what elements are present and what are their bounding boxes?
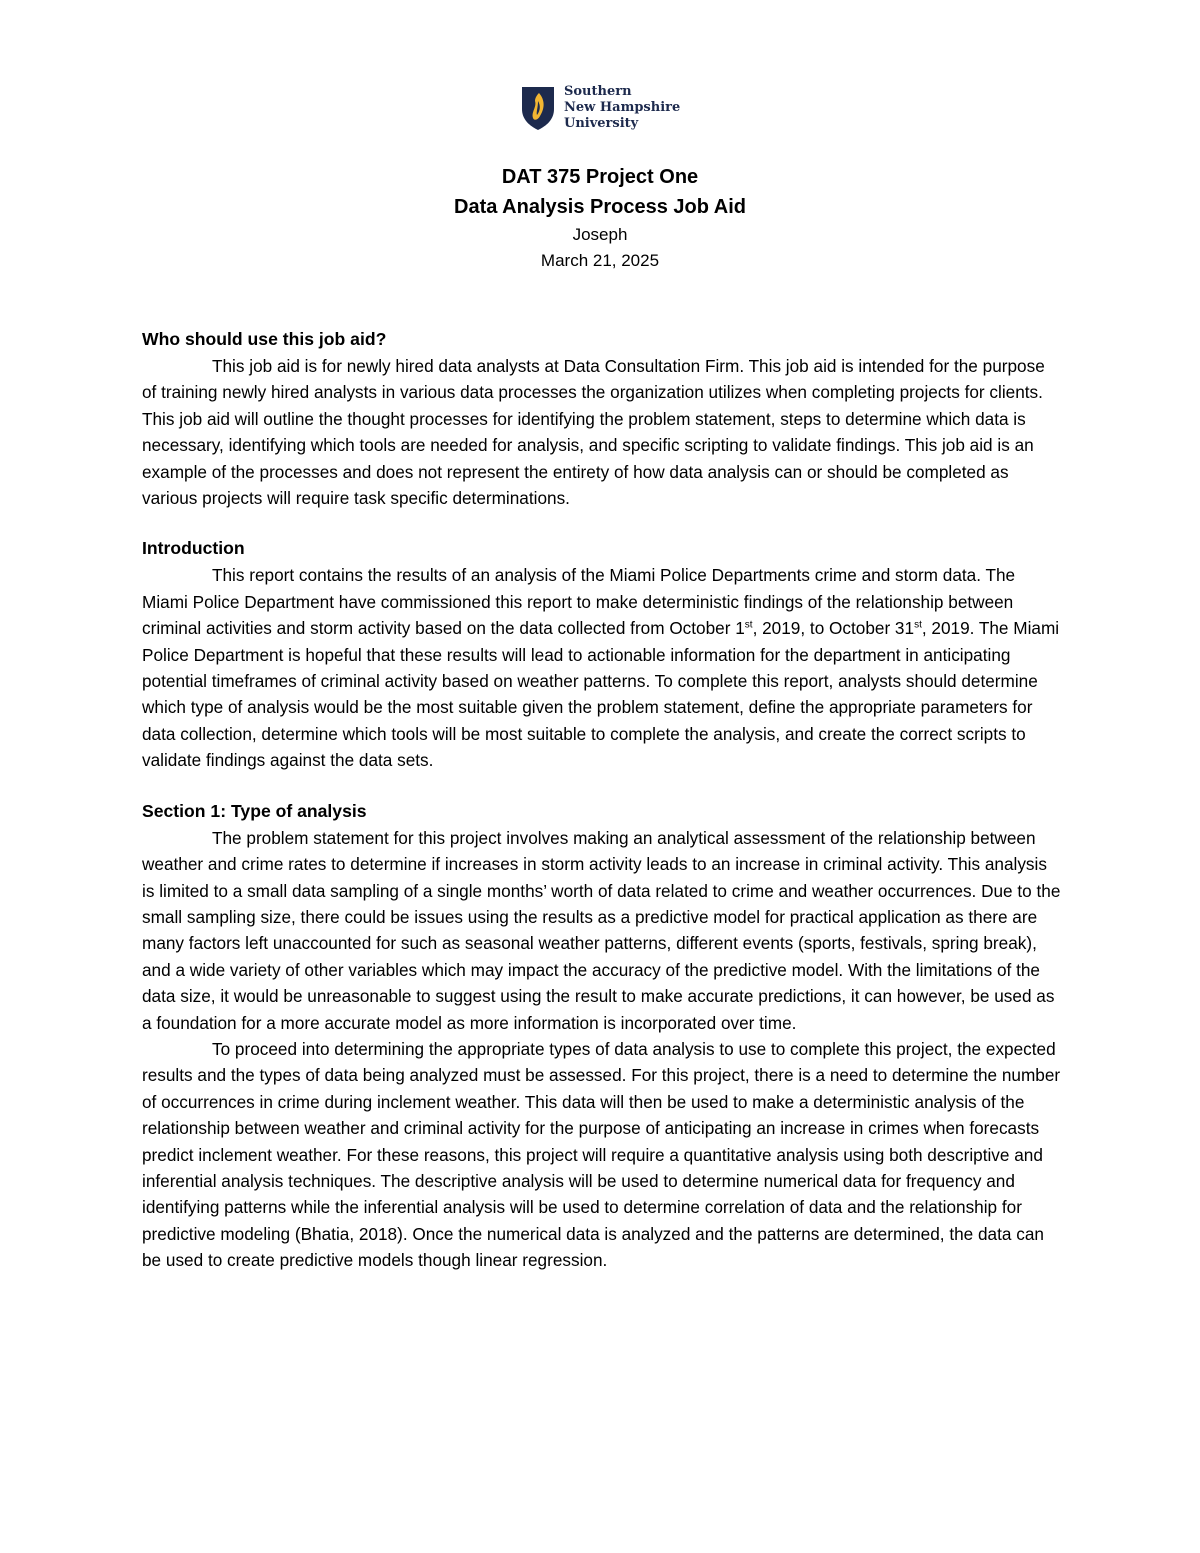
course-title: DAT 375 Project One: [501, 166, 699, 188]
intro-text-c: , 2019. The Miami Police Department is hopeful that these results will lead to actionable information for the department in anticipating potential timeframes of criminal activity based on weather patterns. To complete this report, analysts should determine which type of analysis would be the most suitable given the problem statement, define the appropriate parameters for data collection, determine which tools will be most suitable to complete the analysis, and create the correct scripts to validate findings against the data sets.: [142, 618, 1060, 771]
paragraph-introduction: [142, 562, 1062, 773]
heading-introduction: Introduction: [142, 538, 245, 559]
intro-sup-1: st: [744, 619, 753, 631]
paragraph-section-1-a: The problem statement for this project involves making an analytical assessment of the relationship between weather and crime rates to determine if increases in storm activity leads to an increase in criminal activity. This analysis is limited to a small data sampling of a single months’ worth of data related to crime and weather occurrences. Due to the small sampling size, there could be issues using the results as a predictive model for practical application as there are many factors left unaccounted for such as seasonal weather patterns, different events (sports, festivals, spring break), and a wide variety of other variables which may impact the accuracy of the predictive model. With the limitations of the data size, it would be unreasonable to suggest using the result to make accurate predictions, it can however, be used as a foundation for a more accurate model as more information is incorporated over time.: [142, 827, 1061, 1033]
intro-text-a: This report contains the results of an analysis of the Miami Police Departments crime and storm data. The Miami Police Department have commissioned this report to make deterministic findings of the relationship between criminal activities and storm activity based on the data collected from October 1: [142, 565, 1016, 639]
section-1: [142, 798, 1062, 1274]
title-block: [0, 162, 1200, 274]
logo-line-3: University: [564, 116, 639, 131]
university-logo: [520, 84, 680, 132]
intro-text-b: , 2019, to October 31: [752, 618, 915, 639]
paragraph-section-1-b: To proceed into determining the appropriate types of data analysis to use to complete this project, the expected results and the types of data being analyzed must be assessed. For this project, there is a need to determine the number of occurrences in crime during inclement weather. This data will then be used to make a deterministic analysis of the relationship between weather and criminal activity for the purpose of anticipating an increase in crimes when forecasts predict inclement weather. For these reasons, this project will require a quantitative analysis using both descriptive and inferential analysis techniques. The descriptive analysis will be used to determine numerical data for frequency and identifying patterns while the inferential analysis will be used to determine correlation of data and the relationship for predictive modeling (Bhatia, 2018). Once the numerical data is analyzed and the patterns are determined, the data can be used to create predictive models though linear regression.: [142, 1038, 1061, 1271]
document-date: March 21, 2025: [540, 251, 660, 270]
logo-wordmark: [564, 84, 680, 132]
shield-flame-icon: [520, 85, 556, 131]
author-name: Joseph: [572, 225, 628, 244]
document-title: Data Analysis Process Job Aid: [454, 196, 746, 218]
heading-who: Who should use this job aid?: [142, 329, 387, 349]
heading-section-1: Section 1: Type of analysis: [142, 800, 367, 821]
paragraph-who: This job aid is for newly hired data analysts at Data Consultation Firm. This job aid is intended for the purpose of training newly hired analysts in various data processes the organization utilizes when completing projects for clients. This job aid will outline the thought processes for identifying the problem statement, steps to determine which data is necessary, identifying which tools are needed for analysis, and specific scripting to validate findings. This job aid is an example of the processes and does not represent the entirety of how data analysis can or should be completed as various projects will require task specific determinations.: [142, 356, 1045, 509]
document-body: [142, 326, 1062, 1298]
section-introduction: [142, 535, 1062, 773]
logo-line-2: New Hampshire: [564, 100, 681, 115]
intro-sup-2: st: [914, 619, 922, 631]
logo-line-1: Southern: [564, 84, 632, 99]
section-who: [142, 326, 1062, 511]
